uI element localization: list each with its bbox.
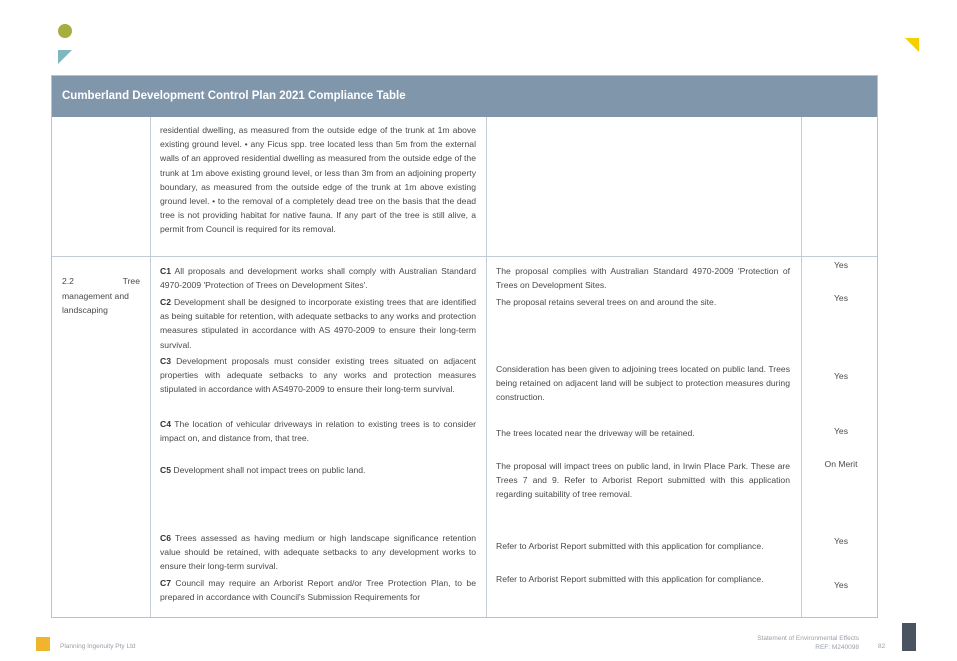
compliance-c5: On Merit	[824, 459, 858, 469]
column-divider	[486, 117, 487, 617]
response-c3: Consideration has been given to adjoining trees located on public land. Trees being retained on adjacent land will be subject to protection measures during construction.	[496, 364, 790, 403]
response-c4: The trees located near the driveway will be retained.	[496, 428, 695, 438]
compliance-c6: Yes	[833, 536, 849, 546]
compliance-table	[51, 75, 878, 618]
footer-doc-info	[757, 634, 859, 652]
response-c6: Refer to Arborist Report submitted with this application for compliance.	[496, 541, 764, 551]
control-c7: C7 Council may require an Arborist Report and/or Tree Protection Plan, to be prepared in accordance with Council's Submission Requirements for	[160, 578, 476, 603]
response-c5: The proposal will impact trees on public land, in Irwin Place Park. These are Trees 7 and 9. Refer to Arborist Report submitted with this application regarding suitability of tree removal.	[496, 461, 790, 500]
section-number: 2.2	[62, 276, 74, 286]
control-c1: C1 All proposals and development works shall comply with Australian Standard 4970-2009 'Protection of Trees on Development Sites'.	[160, 266, 476, 291]
footer-doc-title: Statement of Environmental Effects	[757, 635, 859, 642]
compliance-c4: Yes	[833, 426, 849, 436]
column-divider	[801, 117, 802, 617]
column-divider	[150, 117, 151, 617]
section-label	[62, 274, 140, 318]
control-c6: C6 Trees assessed as having medium or high landscape significance retention value should be retained, with adequate setbacks to any development works to ensure their long-term survival.	[160, 533, 477, 572]
footer-logo-square	[36, 637, 50, 651]
table-title: Cumberland Development Control Plan 2021 Compliance Table	[52, 76, 877, 117]
control-c3: C3 Development proposals must consider existing trees situated on adjacent properties with adequate setbacks to any works and protection measures stipulated in accordance with AS4970-2009 to ensure their long-term survival.	[160, 356, 477, 395]
compliance-c1: Yes	[833, 260, 849, 270]
page-number: 82	[878, 643, 886, 650]
response-c2: The proposal retains several trees on and around the site.	[496, 297, 717, 307]
compliance-c7: Yes	[833, 580, 849, 590]
response-c1: The proposal complies with Australian Standard 4970-2009 'Protection of Trees on Development Sites.	[496, 266, 790, 291]
section-title: management and landscaping	[62, 290, 129, 315]
decorative-teal-triangle	[58, 50, 72, 64]
footer-company: Planning Ingenuity Pty Ltd	[60, 643, 136, 650]
decorative-yellow-triangle	[905, 38, 919, 52]
control-c2: C2 Development shall be designed to incorporate existing trees that are identified as being suitable for retention, with adequate setbacks to any works and protection measures stipulated in accordance with AS 4970-2009 to ensure their long-term survival.	[160, 297, 477, 350]
decorative-green-dot	[58, 24, 72, 38]
response-c7: Refer to Arborist Report submitted with this application for compliance.	[496, 574, 764, 584]
footer-ref: REF: M240098	[815, 644, 859, 651]
compliance-c2: Yes	[833, 293, 849, 303]
section-title-word: Tree	[122, 276, 140, 286]
row-divider	[52, 256, 877, 257]
control-c4: C4 The location of vehicular driveways in relation to existing trees is to consider impact on, and distance from, that tree.	[160, 419, 476, 444]
compliance-c3: Yes	[833, 371, 849, 381]
footer-dark-bar	[902, 623, 916, 651]
control-c5: C5 Development shall not impact trees on public land.	[160, 465, 366, 475]
control-text-continued: residential dwelling, as measured from the outside edge of the trunk at 1m above existing ground level. • any Ficus spp. tree located less than 5m from the external walls of an approved residential dwelling as measured from the outside edge of the trunk at 1m above existing ground level, or less than 3m from an adjoining property boundary, as measured from the outside edge of the trunk at 1m above existing ground level. • to the removal of a completely dead tree on the basis that the dead tree is not providing habitat for native fauna. If any part of the tree is still alive, a permit from Council is required for its removal.	[160, 125, 476, 235]
